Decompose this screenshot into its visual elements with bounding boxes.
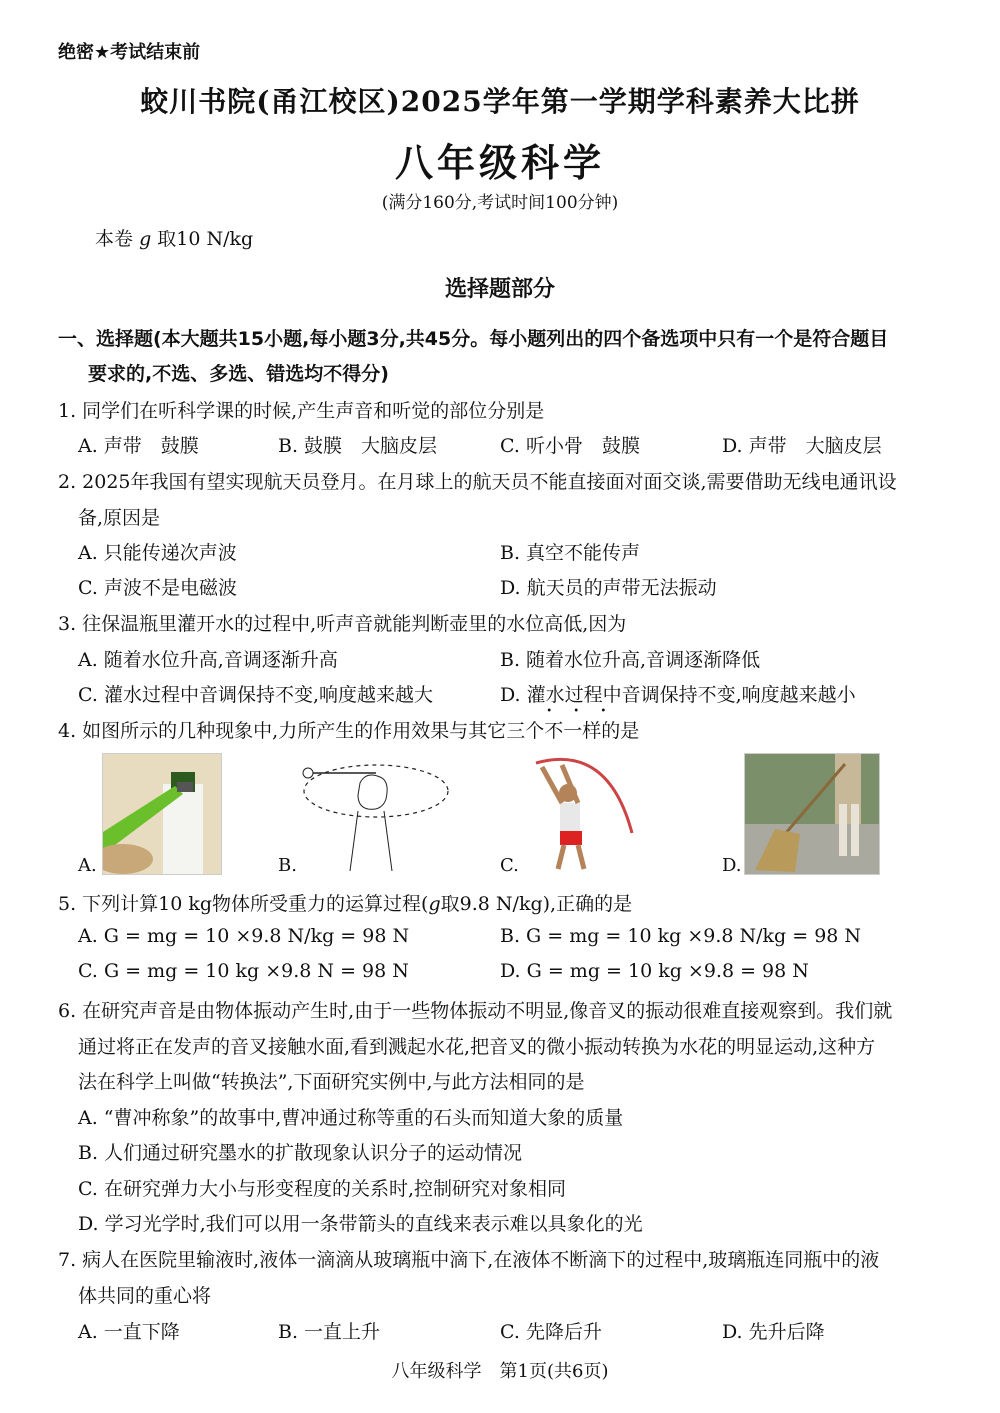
section-instruction-line2: 要求的,不选、多选、错选均不得分) <box>88 363 389 385</box>
q4-stem-pre: 4. 如图所示的几种现象中,力所产生的作用效果与其它三个 <box>58 720 545 742</box>
q5-stem <box>58 889 958 916</box>
q4-figure-a-label: A. <box>78 855 97 876</box>
q6-option-d: D. 学习光学时,我们可以用一条带箭头的直线来表示难以具象化的光 <box>78 1213 643 1235</box>
g-note-prefix: 本卷 <box>95 228 134 250</box>
q7-stem-line1: 7. 病人在医院里输液时,液体一滴滴从玻璃瓶中滴下,在液体不断滴下的过程中,玻璃瓶连同瓶中的液 <box>58 1249 880 1271</box>
q4-figure-c-label: C. <box>500 855 519 876</box>
q7-stem-line2: 体共同的重心将 <box>78 1285 212 1307</box>
q4-figure-b-label: B. <box>278 855 297 876</box>
section-instruction-line1: 一、选择题(本大题共15小题,每小题3分,共45分。每小题列出的四个备选项中只有一个是符合题目 <box>58 328 889 350</box>
q5-option-c: C. G = mg = 10 kg ×9.8 N = 98 N <box>78 960 409 982</box>
q2-option-b: B. 真空不能传声 <box>500 542 641 564</box>
q5-option-b: B. G = mg = 10 kg ×9.8 N/kg = 98 N <box>500 925 862 947</box>
q3-option-c: C. 灌水过程中音调保持不变,响度越来越大 <box>78 684 433 706</box>
q6-option-c: C. 在研究弹力大小与形变程度的关系时,控制研究对象相同 <box>78 1178 566 1200</box>
q4-stem-emphasis: 不一样 • • • <box>544 720 601 742</box>
q6-option-a: A. “曹冲称象”的故事中,曹冲通过称等重的石头而知道大象的质量 <box>78 1107 624 1129</box>
q4-figure-a-bottle-opener <box>102 753 222 875</box>
q6-stem-line2: 通过将正在发声的音叉接触水面,看到溅起水花,把音叉的微小振动转换为水花的明显运动,这种方 <box>78 1036 876 1058</box>
q1-option-b: B. 鼓膜 大脑皮层 <box>278 435 438 457</box>
q3-option-a: A. 随着水位升高,音调逐渐升高 <box>78 649 338 671</box>
school-title: 蛟川书院(甬江校区)2025学年第一学期学科素养大比拼 <box>140 85 860 118</box>
q4-figure-c-pole-vault <box>528 753 640 873</box>
q2-option-a: A. 只能传递次声波 <box>78 542 237 564</box>
q2-option-d: D. 航天员的声带无法振动 <box>500 577 717 599</box>
q1-stem: 1. 同学们在听科学课的时候,产生声音和听觉的部位分别是 <box>58 400 545 422</box>
page-footer: 八年级科学 第1页(共6页) <box>391 1361 609 1382</box>
q5-stem-var: g <box>428 893 441 915</box>
q1-option-c: C. 听小骨 鼓膜 <box>500 435 640 457</box>
q4-stem-post: 的是 <box>601 720 640 742</box>
q6-stem-line1: 6. 在研究声音是由物体振动产生时,由于一些物体振动不明显,像音叉的振动很难直接观察到。我们就 <box>58 1000 893 1022</box>
q5-stem-pre: 5. 下列计算10 kg物体所受重力的运算过程( <box>58 893 429 915</box>
q2-option-c: C. 声波不是电磁波 <box>78 577 237 599</box>
q3-option-d: D. 灌水过程中音调保持不变,响度越来越小 <box>500 684 856 706</box>
g-note-var: g <box>139 228 152 250</box>
q7-option-c: C. 先降后升 <box>500 1321 602 1343</box>
confidential-mark: 绝密★考试结束前 <box>58 42 201 63</box>
q6-stem-line3: 法在科学上叫做“转换法”,下面研究实例中,与此方法相同的是 <box>78 1071 585 1093</box>
subject-title: 八年级科学 <box>394 140 605 185</box>
q5-stem-post: 取9.8 N/kg),正确的是 <box>440 893 633 915</box>
section-title: 选择题部分 <box>444 277 555 302</box>
q7-option-d: D. 先升后降 <box>722 1321 825 1343</box>
q5-option-d: D. G = mg = 10 kg ×9.8 = 98 N <box>500 960 809 982</box>
exam-info: (满分160分,考试时间100分钟) <box>381 193 619 213</box>
q7-option-a: A. 一直下降 <box>78 1321 180 1343</box>
q4-figure-b-circular-motion <box>298 753 454 873</box>
q5-option-a: A. G = mg = 10 ×9.8 N/kg = 98 N <box>78 925 410 947</box>
q4-stem <box>58 716 958 743</box>
g-note-suffix: 取10 N/kg <box>157 228 254 250</box>
q3-option-b: B. 随着水位升高,音调逐渐降低 <box>500 649 761 671</box>
q6-option-b: B. 人们通过研究墨水的扩散现象认识分子的运动情况 <box>78 1142 523 1164</box>
q1-option-a: A. 声带 鼓膜 <box>78 435 199 457</box>
q1-option-d: D. 声带 大脑皮层 <box>722 435 882 457</box>
g-note <box>95 224 253 251</box>
q7-option-b: B. 一直上升 <box>278 1321 381 1343</box>
q2-stem-line1: 2. 2025年我国有望实现航天员登月。在月球上的航天员不能直接面对面交谈,需要借助无线电通讯设 <box>58 471 897 493</box>
q3-stem: 3. 往保温瓶里灌开水的过程中,听声音就能判断壶里的水位高低,因为 <box>58 613 627 635</box>
q2-stem-line2: 备,原因是 <box>78 507 161 529</box>
q4-figure-d-label: D. <box>722 855 742 876</box>
q4-figure-d-sweeping <box>744 753 880 875</box>
